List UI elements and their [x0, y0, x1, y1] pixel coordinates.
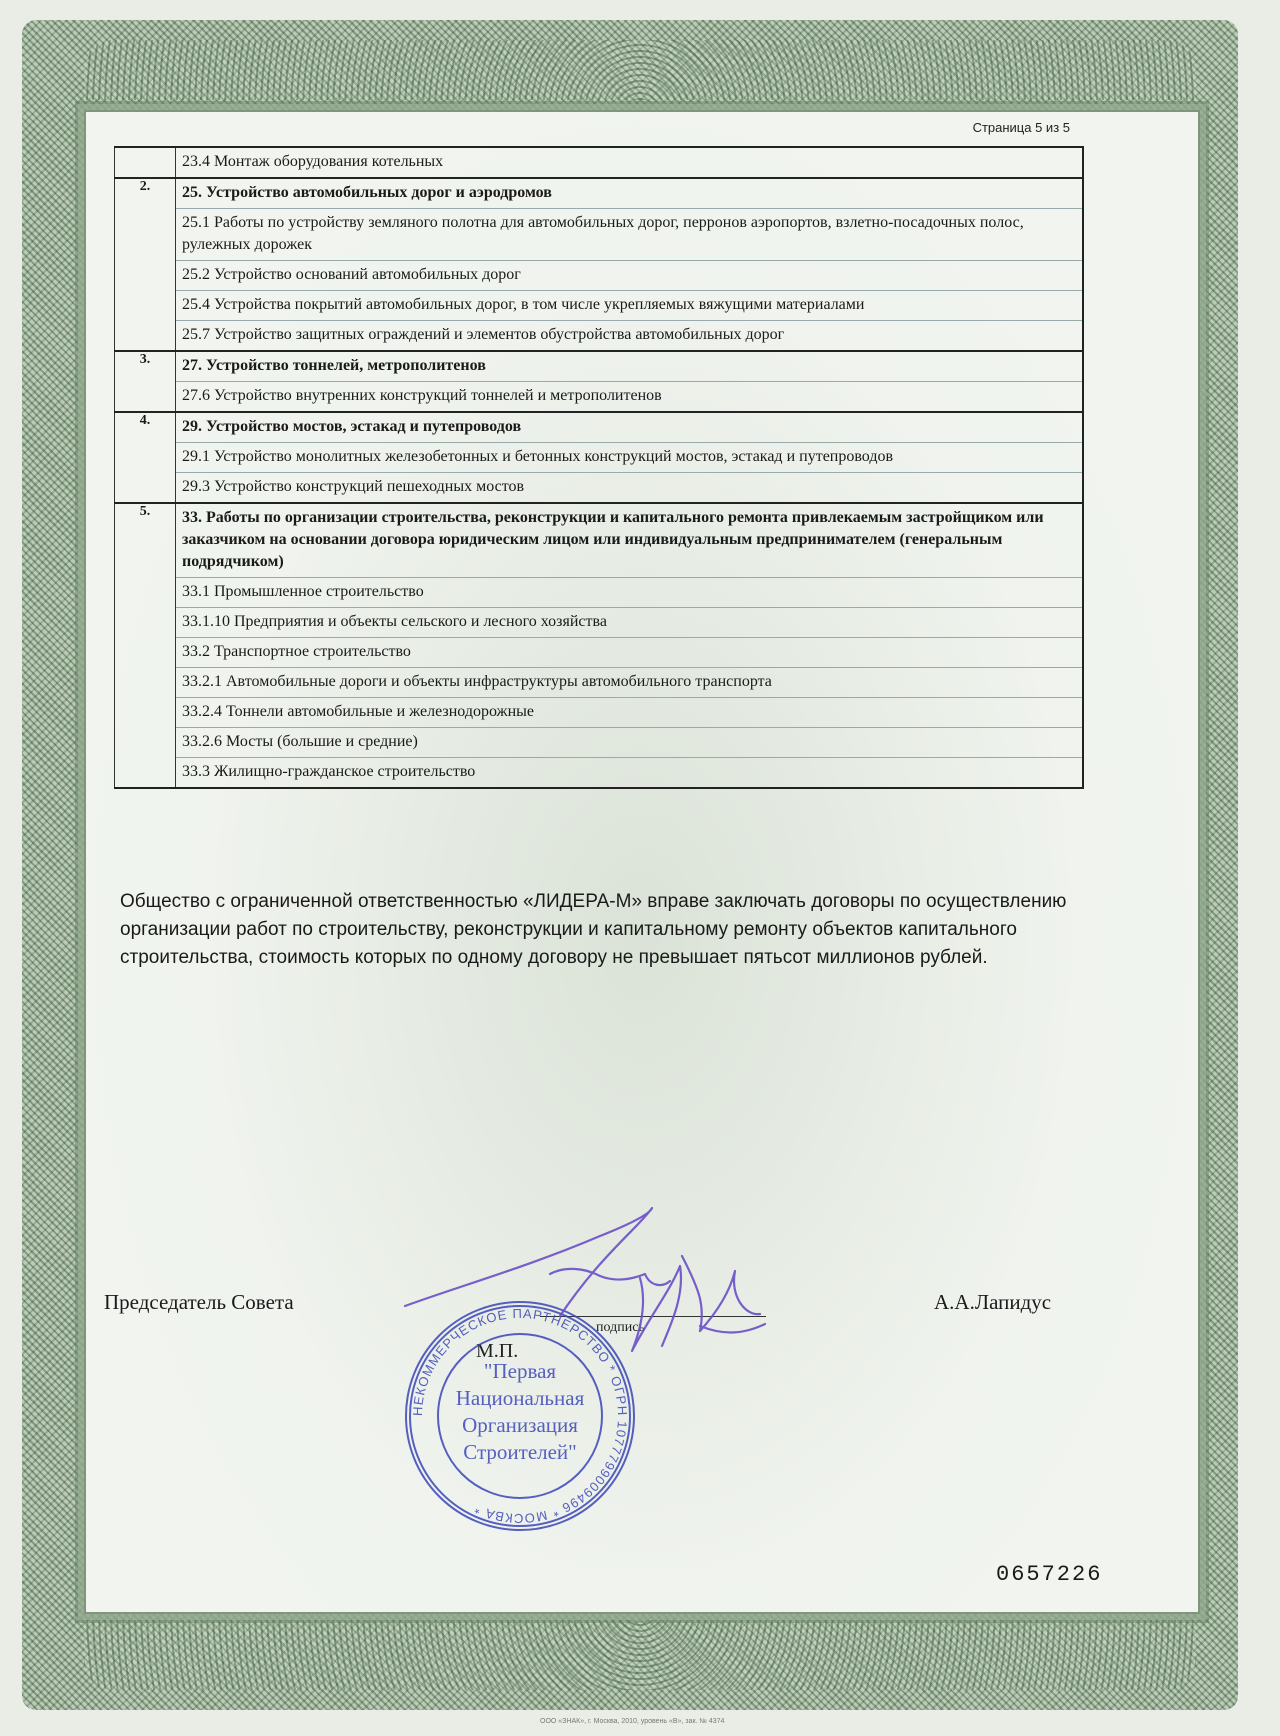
work-item: 33.3 Жилищно-гражданское строительство — [176, 757, 1082, 787]
work-item: 25.4 Устройства покрытий автомобильных дорог, в том числе укрепляемых вяжущими материалами — [176, 290, 1082, 320]
work-item: 33.2.1 Автомобильные дороги и объекты инфраструктуры автомобильного транспорта — [176, 667, 1082, 697]
row-content — [176, 178, 1084, 351]
work-item: 33.1 Промышленное строительство — [176, 577, 1082, 607]
work-group-title: 33. Работы по организации строительства, реконструкции и капитального ремонта привлекаемым застройщиком или заказчиком на основании договора юридическим лицом или индивидуальным предпринимателем (генеральным подрядчиком) — [182, 509, 1044, 570]
serial-number: 0657226 — [996, 1562, 1103, 1587]
stamp-place-label: М.П. — [476, 1340, 519, 1362]
work-group-title: 27. Устройство тоннелей, метрополитенов — [182, 357, 486, 374]
row-content — [176, 147, 1084, 178]
work-item: 27.6 Устройство внутренних конструкций тоннелей и метрополитенов — [176, 381, 1082, 411]
signatory-role: Председатель Совета — [104, 1290, 294, 1314]
work-item: 33.1.10 Предприятия и объекты сельского и лесного хозяйства — [176, 607, 1082, 637]
signatory-name: А.А.Лапидус — [934, 1290, 1052, 1314]
work-item: 33.2.6 Мосты (большие и средние) — [176, 727, 1082, 757]
border-top-ornament — [84, 40, 1196, 100]
work-item: 29.3 Устройство конструкций пешеходных мостов — [176, 472, 1082, 502]
row-number — [115, 147, 176, 178]
row-content — [176, 503, 1084, 788]
seal-center-line: "Первая — [483, 1359, 557, 1383]
page-number: Страница 5 из 5 — [972, 120, 1070, 135]
work-item: 25.7 Устройство защитных ограждений и элементов обустройства автомобильных дорог — [176, 320, 1082, 350]
scope-statement: Общество с ограниченной ответственностью «ЛИДЕРА-М» вправе заключать договоры по осуществлению организации работ по строительству, реконструкции и капитальному ремонту объектов капитального строительства, стоимость которых по одному договору не превышает пятьсот миллионов рублей. — [120, 891, 1067, 968]
work-item: 23.4 Монтаж оборудования котельных — [182, 153, 444, 170]
table-row — [115, 147, 1084, 178]
row-number: 2. — [115, 178, 176, 351]
seal-center-line: Национальная — [455, 1386, 585, 1410]
seal-center-line: Организация — [462, 1413, 578, 1437]
seal-center-line: Строителей" — [463, 1440, 577, 1464]
seal-ring-text: НЕКОММЕРЧЕСКОЕ ПАРТНЕРСТВО * ОГРН 1077799009496 * МОСКВА * — [409, 1305, 631, 1527]
work-group-title: 29. Устройство мостов, эстакад и путепроводов — [182, 418, 522, 435]
row-number: 4. — [115, 412, 176, 503]
work-item: 33.2 Транспортное строительство — [176, 637, 1082, 667]
table-row — [115, 412, 1084, 503]
row-number: 3. — [115, 351, 176, 412]
row-number: 5. — [115, 503, 176, 788]
signature-caption: подпись — [596, 1320, 645, 1335]
work-item: 33.2.4 Тоннели автомобильные и железнодорожные — [176, 697, 1082, 727]
work-group-title: 25. Устройство автомобильных дорог и аэродромов — [182, 184, 552, 201]
table-row — [115, 503, 1084, 788]
row-content — [176, 412, 1084, 503]
printer-imprint: ООО «ЗНАК», г. Москва, 2010, уровень «В», зак. № 4374 — [540, 1718, 725, 1725]
table-row — [115, 178, 1084, 351]
row-content — [176, 351, 1084, 412]
work-item: 29.1 Устройство монолитных железобетонных и бетонных конструкций мостов, эстакад и путепроводов — [176, 442, 1082, 472]
work-types-table — [114, 146, 1084, 789]
handwritten-signature — [400, 1196, 780, 1366]
table-row — [115, 351, 1084, 412]
work-item: 25.2 Устройство оснований автомобильных дорог — [176, 260, 1082, 290]
work-item: 25.1 Работы по устройству земляного полотна для автомобильных дорог, перронов аэропортов, взлетно-посадочных полос, рулежных дорожек — [176, 208, 1082, 260]
border-bottom-ornament — [84, 1620, 1196, 1690]
